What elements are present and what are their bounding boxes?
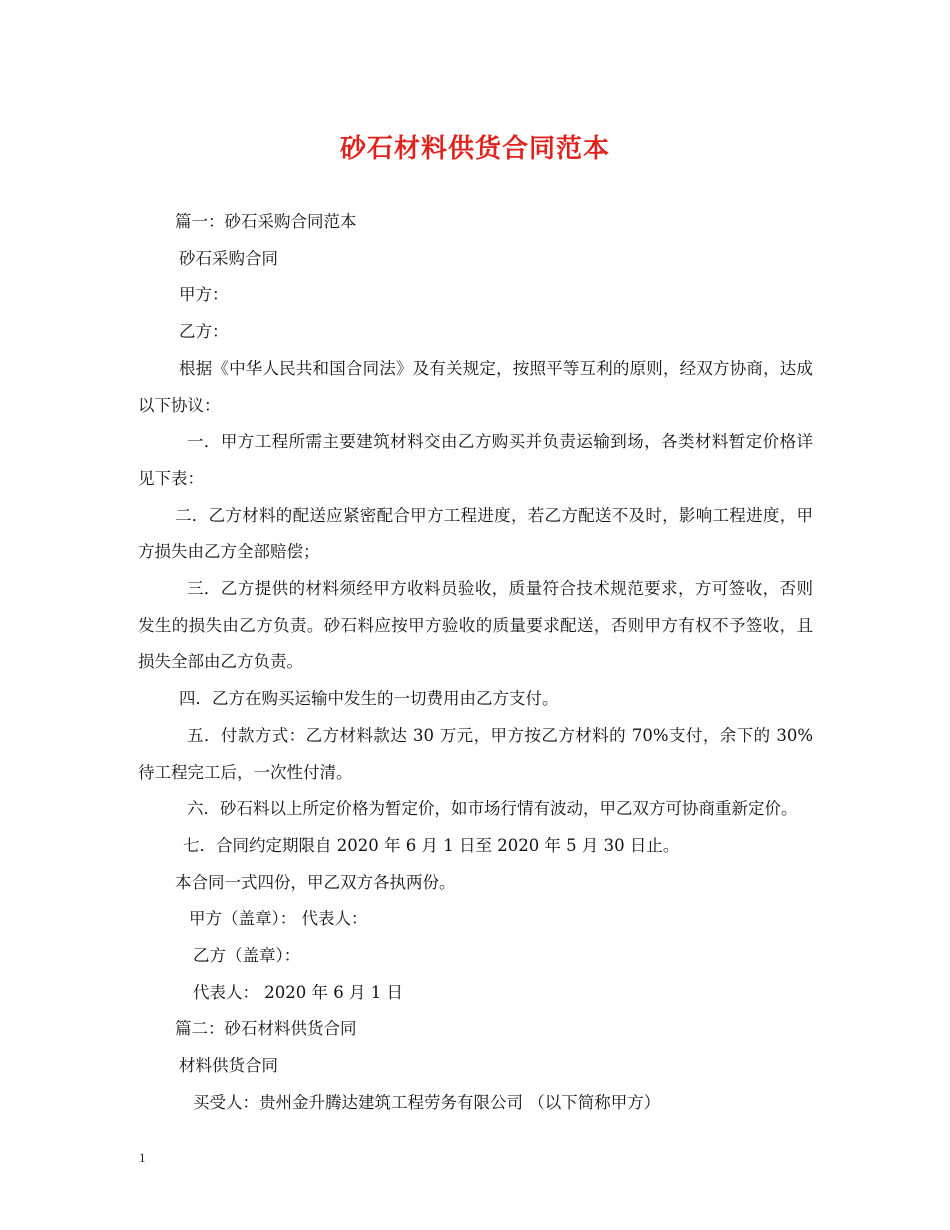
clause-2: 二．乙方材料的配送应紧密配合甲方工程进度，若乙方配送不及时，影响工程进度，甲方损失由乙方全部赔偿； bbox=[138, 505, 813, 562]
party-a-line: 甲方： bbox=[179, 285, 229, 305]
clause-6: 六．砂石料以上所定价格为暂定价，如市场行情有波动，甲乙双方可协商重新定价。 bbox=[187, 799, 798, 819]
document-title: 砂石材料供货合同范本 bbox=[339, 134, 610, 164]
contract-name-2: 材料供货合同 bbox=[179, 1056, 278, 1076]
signature-party-a: 甲方（盖章）： 代表人： bbox=[189, 909, 368, 929]
clause-7: 七．合同约定期限自 2020 年 6 月 1 日至 2020 年 5 月 30 日止。 bbox=[183, 835, 680, 855]
clause-5: 五．付款方式：乙方材料款达 30 万元，甲方按乙方材料的 70%支付，余下的 30%待工程完工后，一次性付清。 bbox=[138, 725, 813, 782]
page-number: 1 bbox=[139, 1150, 146, 1165]
party-b-line: 乙方： bbox=[179, 322, 229, 342]
section-heading-1: 篇一：砂石采购合同范本 bbox=[175, 212, 357, 231]
contract-name: 砂石采购合同 bbox=[179, 248, 278, 268]
clause-4: 四．乙方在购买运输中发生的一切费用由乙方支付。 bbox=[179, 689, 559, 709]
clause-3: 三．乙方提供的材料须经甲方收料员验收，质量符合技术规范要求，方可签收，否则发生的损失由乙方负责。砂石料应按甲方验收的质量要求配送，否则甲方有权不予签收，且损失全部由乙方负责。 bbox=[138, 579, 813, 672]
signature-date: 代表人： 2020 年 6 月 1 日 bbox=[193, 982, 403, 1002]
document-body bbox=[138, 204, 813, 1122]
preamble-paragraph: 根据《中华人民共和国合同法》及有关规定，按照平等互利的原则，经双方协商，达成以下协议： bbox=[138, 358, 813, 415]
signature-party-b: 乙方（盖章）： bbox=[193, 946, 301, 966]
copies-statement: 本合同一式四份，甲乙双方各执两份。 bbox=[175, 872, 456, 892]
clause-1: 一．甲方工程所需主要建筑材料交由乙方购买并负责运输到场，各类材料暂定价格详见下表： bbox=[138, 432, 813, 488]
section-heading-2: 篇二：砂石材料供货合同 bbox=[175, 1019, 357, 1039]
buyer-line: 买受人：贵州金升腾达建筑工程劳务有限公司 （以下简称甲方） bbox=[193, 1092, 661, 1112]
